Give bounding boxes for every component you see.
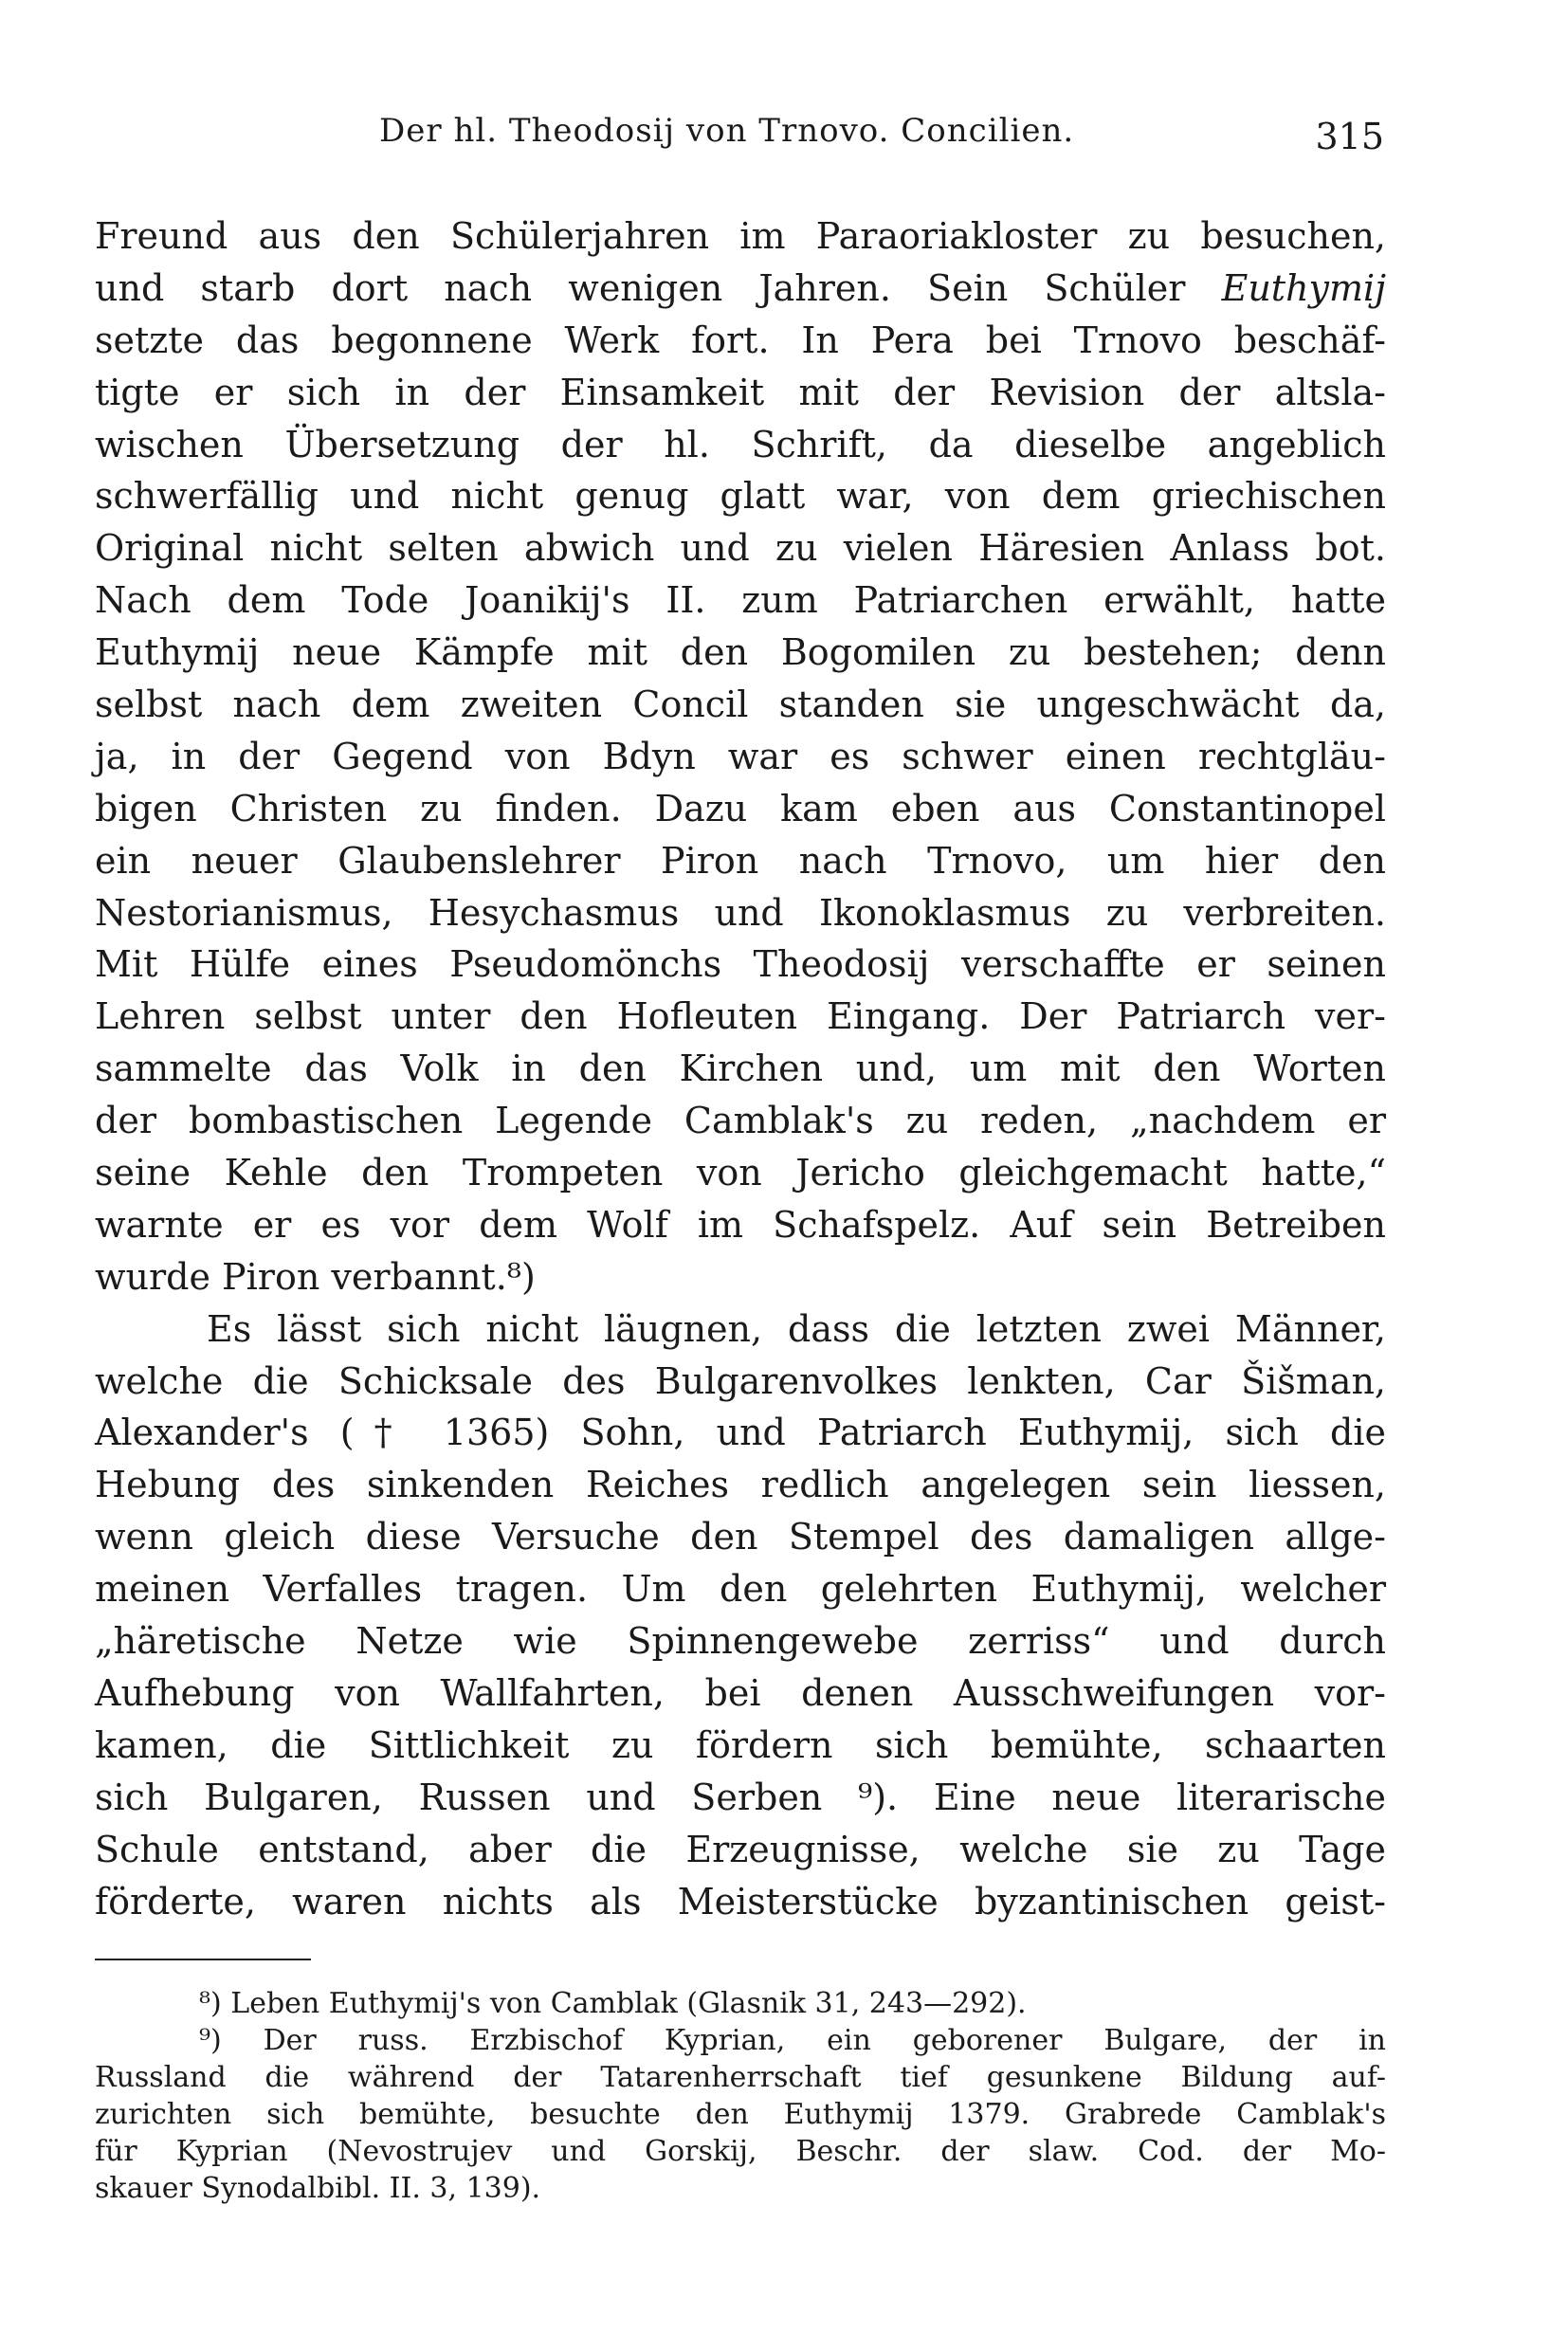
text-line: Original nicht selten abwich und zu vielen Häresien Anlass bot.	[95, 527, 1386, 570]
text-line: tigte er sich in der Einsamkeit mit der Revision der altsla-	[95, 371, 1386, 413]
text-line: sammelte das Volk in den Kirchen und, um mit den Worten	[95, 1048, 1386, 1090]
text-line: seine Kehle den Trompeten von Jericho gleichgemacht hatte,“	[95, 1152, 1386, 1194]
text-line: sich Bulgaren, Russen und Serben ⁹). Eine neue literarische	[95, 1776, 1386, 1818]
text-line: förderte, waren nichts als Meisterstücke byzantinischen geist-	[95, 1880, 1386, 1923]
text-line	[95, 263, 1386, 315]
text-line: ein neuer Glaubenslehrer Piron nach Trnovo, um hier den	[95, 839, 1386, 882]
text-line: ja, in der Gegend von Bdyn war es schwer einen rechtgläu-	[95, 735, 1386, 777]
footnote-line: ⁹) Der russ. Erzbischof Kyprian, ein geborener Bulgare, der in	[199, 2024, 1386, 2057]
text-line: der bombastischen Legende Camblak's zu reden, „nachdem er	[95, 1100, 1386, 1142]
text-line: Euthymij neue Kämpfe mit den Bogomilen zu bestehen; denn	[95, 631, 1386, 674]
footnote-line: ⁸) Leben Euthymij's von Camblak (Glasnik 31, 243—292).	[199, 1987, 1027, 2020]
text-line: warnte er es vor dem Wolf im Schafspelz. Auf sein Betreiben	[95, 1203, 1386, 1246]
running-head: Der hl. Theodosij von Trnovo. Concilien.	[379, 112, 1075, 150]
text-line: Schule entstand, aber die Erzeugnisse, welche sie zu Tage	[95, 1828, 1386, 1870]
text-line: Nach dem Tode Joanikij's II. zum Patriarchen erwählt, hatte	[95, 579, 1386, 622]
italic-name: Euthymij	[1221, 266, 1386, 309]
text-line-segment: und starb dort nach wenigen Jahren. Sein Schüler	[95, 266, 1222, 309]
text-line: wurde Piron verbannt.⁸)	[95, 1255, 536, 1298]
page-header	[95, 112, 1384, 169]
text-line: meinen Verfalles tragen. Um den gelehrten Euthymij, welcher	[95, 1568, 1386, 1611]
text-line: setzte das begonnene Werk fort. In Pera bei Trnovo beschäf-	[95, 319, 1386, 361]
text-line: Alexander's († 1365) Sohn, und Patriarch Euthymij, sich die	[95, 1412, 1386, 1454]
footnote-line: Russland die während der Tatarenherrschaft tief gesunkene Bildung auf-	[95, 2061, 1386, 2094]
footnote-line: skauer Synodalbibl. II. 3, 139).	[95, 2172, 541, 2205]
text-line: kamen, die Sittlichkeit zu fördern sich bemühte, schaarten	[95, 1723, 1386, 1766]
footnote-line: für Kyprian (Nevostrujev und Gorskij, Beschr. der slaw. Cod. der Mo-	[95, 2135, 1386, 2168]
text-line: welche die Schicksale des Bulgarenvolkes lenkten, Car Šišman,	[95, 1359, 1386, 1402]
text-line: Mit Hülfe eines Pseudomönchs Theodosij verschaffte er seinen	[95, 943, 1386, 986]
text-line: Freund aus den Schülerjahren im Paraoriakloster zu besuchen,	[95, 215, 1386, 257]
footnote-divider	[95, 1959, 311, 1960]
text-line: wenn gleich diese Versuche den Stempel des damaligen allge-	[95, 1516, 1386, 1558]
text-line: „häretische Netze wie Spinnengewebe zerriss“ und durch	[95, 1620, 1386, 1663]
text-line: Hebung des sinkenden Reiches redlich angelegen sein liessen,	[95, 1464, 1386, 1506]
text-line: Aufhebung von Wallfahrten, bei denen Ausschweifungen vor-	[95, 1671, 1386, 1714]
text-line: selbst nach dem zweiten Concil standen sie ungeschwächt da,	[95, 683, 1386, 726]
footnote-line: zurichten sich bemühte, besuchte den Euthymij 1379. Grabrede Camblak's	[95, 2098, 1386, 2131]
text-line: Es lässt sich nicht läugnen, dass die letzten zwei Männer,	[207, 1307, 1386, 1350]
main-text	[95, 210, 1386, 1927]
text-line: schwerfällig und nicht genug glatt war, von dem griechischen	[95, 475, 1386, 518]
text-line: bigen Christen zu finden. Dazu kam eben aus Constantinopel	[95, 787, 1386, 829]
page-number: 315	[1315, 116, 1384, 157]
footnotes	[95, 1985, 1386, 2207]
text-line: Lehren selbst unter den Hofleuten Eingang. Der Patriarch ver-	[95, 995, 1386, 1038]
text-line: wischen Übersetzung der hl. Schrift, da dieselbe angeblich	[95, 423, 1386, 465]
text-line: Nestorianismus, Hesychasmus und Ikonoklasmus zu verbreiten.	[95, 891, 1386, 934]
